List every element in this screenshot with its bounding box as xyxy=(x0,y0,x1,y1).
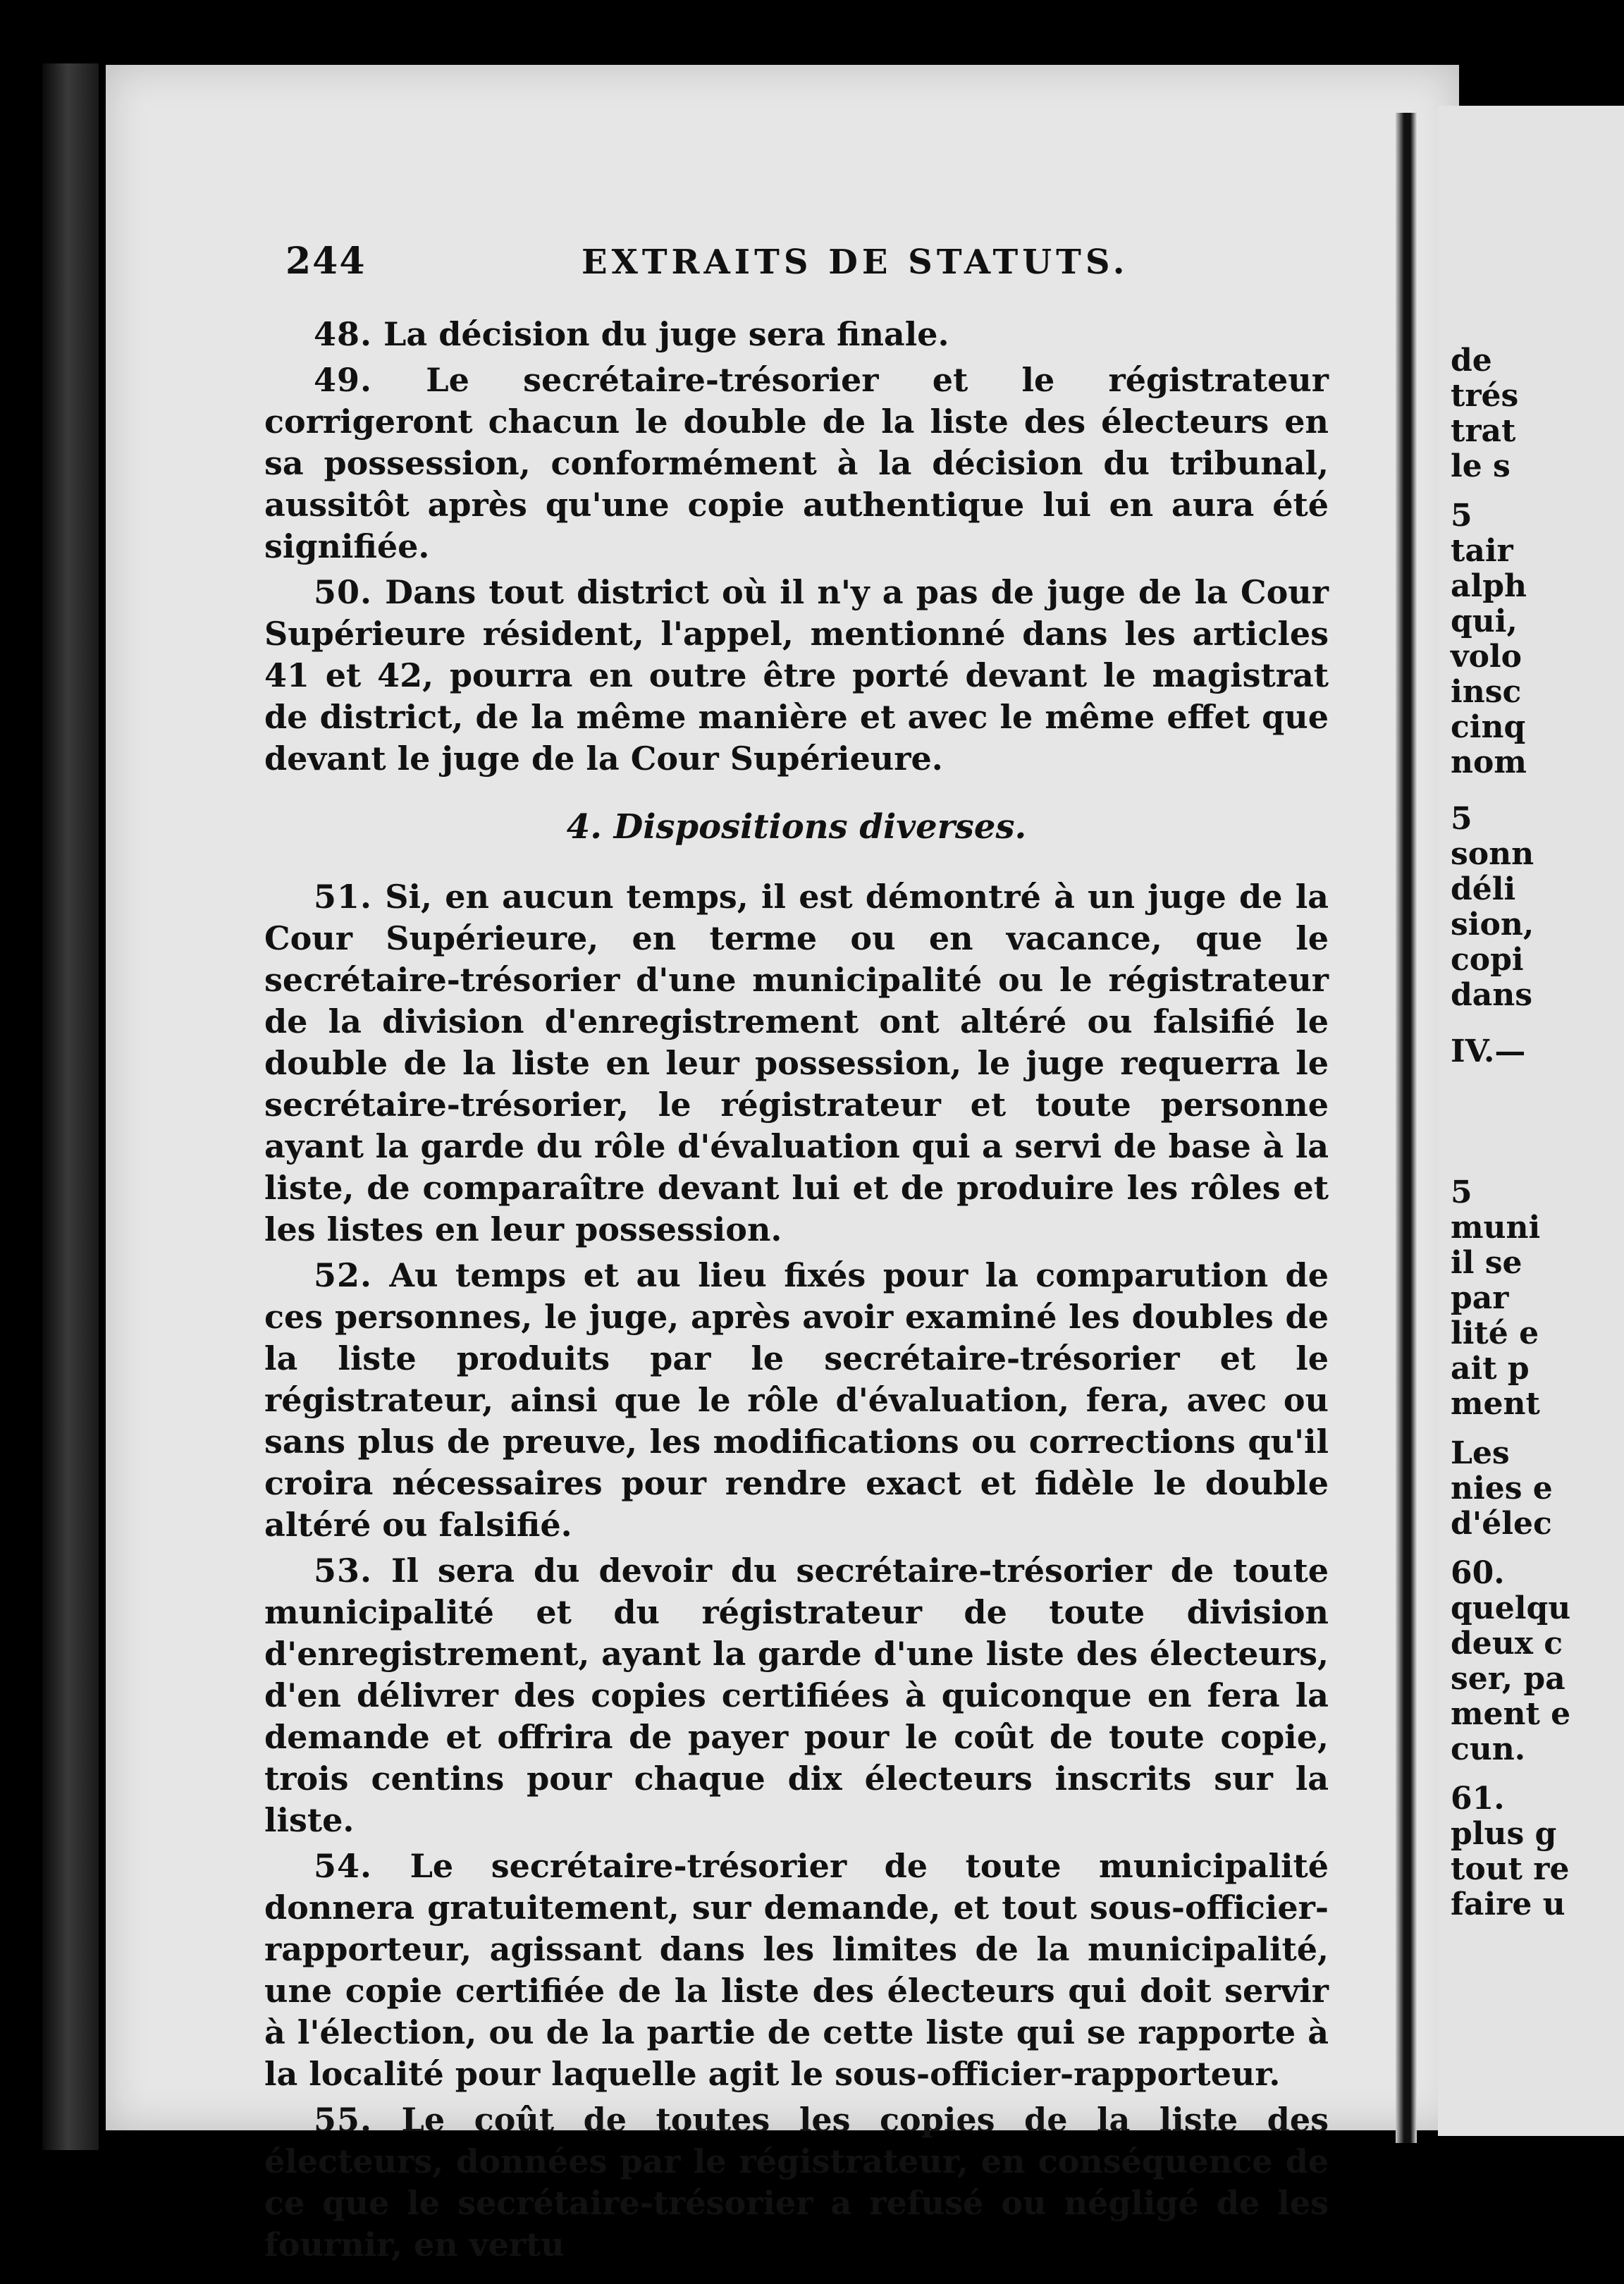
facing-page-fragment: le s xyxy=(1451,448,1511,484)
facing-page-fragment: dans xyxy=(1451,977,1533,1013)
article-number: 49. xyxy=(314,361,373,399)
article-text: Le secrétaire-trésorier et le régistrateur corrigeront chacun le double de la liste des électeurs en sa possession, conformément à la décision du tribunal, aussitôt après qu'une copie authentique lui en aura été signifiée. xyxy=(264,361,1329,565)
running-title: EXTRAITS DE STATUTS. xyxy=(582,242,1129,282)
facing-page-fragment: lité e xyxy=(1451,1315,1539,1351)
article-paragraph xyxy=(264,1550,1329,1841)
facing-page-fragment: qui, xyxy=(1451,603,1518,639)
articles-51-55 xyxy=(264,876,1329,2266)
facing-page-fragment: tair xyxy=(1451,533,1513,569)
facing-page-fragment: ser, pa xyxy=(1451,1661,1565,1697)
facing-page-fragment: ait p xyxy=(1451,1351,1530,1387)
facing-page-fragment: 61. xyxy=(1451,1781,1505,1817)
article-number: 53. xyxy=(314,1552,373,1590)
article-text: Au temps et au lieu fixés pour la comparution de ces personnes, le juge, après avoir examiné les doubles de la liste produits par le secrétaire-trésorier et le régistrateur, ainsi que le rôle d'évaluation, fera, avec ou sans plus de preuve, les modifications ou corrections qu'il croira nécessaires pour rendre exact et fidèle le double altéré ou falsifié. xyxy=(264,1256,1329,1544)
facing-page-fragment: nies e xyxy=(1451,1471,1553,1506)
article-number: 51. xyxy=(314,878,373,916)
facing-page-fragment: muni xyxy=(1451,1210,1541,1246)
section-heading: 4. Dispositions diverses. xyxy=(566,807,1027,847)
facing-page-edge xyxy=(1438,106,1624,2136)
article-text: Dans tout district où il n'y a pas de juge de la Cour Supérieure résident, l'appel, mentionné dans les articles 41 et 42, pourra en outre être porté devant le magistrat de district, de la même manière et avec le même effet que devant le juge de la Cour Supérieure. xyxy=(264,573,1329,778)
article-text: Il sera du devoir du secrétaire-trésorier de toute municipalité et du régistrateur de toute division d'enregistrement, ayant la garde d'une liste des électeurs, d'en délivrer des copies certifiées à quiconque en fera la demande et offrira de payer pour le coût de toute copie, trois centins pour chaque dix électeurs inscrits sur la liste. xyxy=(264,1552,1329,1839)
article-paragraph xyxy=(264,1255,1329,1546)
article-number: 55. xyxy=(314,2101,373,2139)
article-paragraph xyxy=(264,2099,1329,2266)
article-text: Le coût de toutes les copies de la liste des électeurs, données par le régistrateur, en conséquence de ce que le secrétaire-trésorier a refusé ou négligé de les fournir, en vertu xyxy=(264,2101,1329,2264)
facing-page-fragment: sonn xyxy=(1451,836,1534,872)
facing-page-fragment: alph xyxy=(1451,568,1527,604)
facing-page-fragment: faire u xyxy=(1451,1886,1565,1922)
facing-page-fragment: insc xyxy=(1451,674,1522,710)
article-paragraph xyxy=(264,360,1329,567)
article-text: La décision du juge sera finale. xyxy=(372,315,949,353)
page-number: 244 xyxy=(285,240,367,283)
facing-page-fragment: 5 xyxy=(1451,801,1472,837)
facing-page-fragment: trat xyxy=(1451,413,1516,449)
article-number: 48. xyxy=(314,315,373,353)
facing-page-fragment: d'élec xyxy=(1451,1506,1552,1542)
facing-page-fragment: de xyxy=(1451,343,1492,379)
articles-48-50 xyxy=(264,314,1329,780)
facing-page-fragment: trés xyxy=(1451,378,1519,414)
article-number: 50. xyxy=(314,573,373,611)
facing-page-fragment: IV.— xyxy=(1451,1033,1526,1069)
article-text: Si, en aucun temps, il est démontré à un juge de la Cour Supérieure, en terme ou en vacance, que le secrétaire-trésorier d'une municipalité ou le régistrateur de la division d'enregistrement ont altéré ou falsifié le double de la liste en leur possession, le juge requerra le secrétaire-trésorier, le régistrateur et toute personne ayant la garde du rôle d'évaluation qui a servi de base à la liste, de comparaître devant lui et de produire les rôles et les listes en leur possession. xyxy=(264,878,1329,1248)
facing-page-fragment: quelqu xyxy=(1451,1590,1571,1626)
facing-page-fragment: 5 xyxy=(1451,498,1472,534)
article-paragraph xyxy=(264,572,1329,780)
facing-page-fragment: par xyxy=(1451,1280,1509,1316)
statute-text xyxy=(264,314,1329,2270)
facing-page-fragment: copi xyxy=(1451,942,1524,978)
facing-page-fragment: volo xyxy=(1451,639,1522,675)
facing-page-fragment: cun. xyxy=(1451,1731,1526,1767)
facing-page-fragment: cinq xyxy=(1451,709,1526,745)
facing-page-fragment: deux c xyxy=(1451,1626,1563,1662)
article-number: 52. xyxy=(314,1256,373,1294)
facing-page-fragment: 60. xyxy=(1451,1555,1505,1591)
book-spine-edge xyxy=(42,63,99,2150)
facing-page-fragment: sion, xyxy=(1451,907,1534,943)
facing-page-fragment: il se xyxy=(1451,1245,1522,1281)
article-paragraph xyxy=(264,1846,1329,2095)
facing-page-fragment: tout re xyxy=(1451,1851,1570,1887)
facing-page-fragment: 5 xyxy=(1451,1174,1472,1210)
article-text: Le secrétaire-trésorier de toute municipalité donnera gratuitement, sur demande, et tout sous-officier-rapporteur, agissant dans les limites de la municipalité, une copie certifiée de la liste des électeurs qui doit servir à l'élection, ou de la partie de cette liste qui se rapporte à la localité pour laquelle agit le sous-officier-rapporteur. xyxy=(264,1847,1329,2093)
article-paragraph xyxy=(264,876,1329,1251)
article-number: 54. xyxy=(314,1847,373,1885)
facing-page-fragment: Les xyxy=(1451,1435,1510,1471)
facing-page-fragment: déli xyxy=(1451,871,1516,907)
article-paragraph xyxy=(264,314,1329,355)
facing-page-fragment: ment xyxy=(1451,1386,1540,1422)
facing-page-fragment: nom xyxy=(1451,744,1527,780)
facing-page-fragment: ment e xyxy=(1451,1696,1571,1732)
running-header xyxy=(285,240,1378,289)
facing-page-fragment: plus g xyxy=(1451,1816,1557,1852)
page-gutter xyxy=(1396,113,1417,2143)
